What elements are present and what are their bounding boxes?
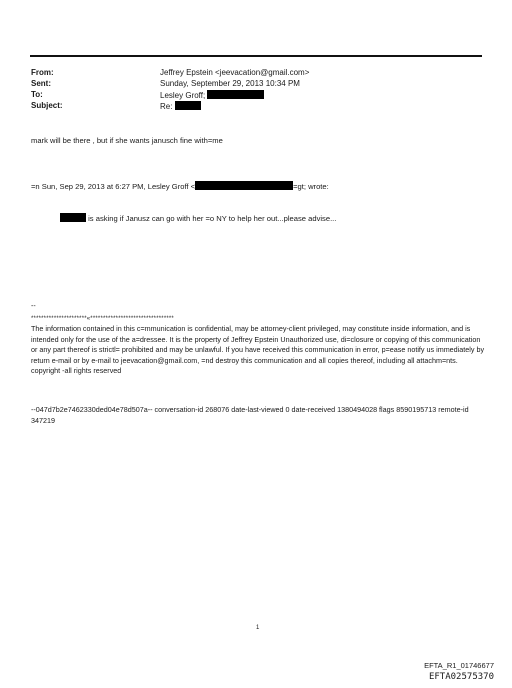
signature-separator: --: [31, 303, 36, 310]
quote-intro-prefix: =n Sun, Sep 29, 2013 at 6:27 PM, Lesley Groff <: [31, 182, 196, 191]
sent-label: Sent:: [31, 79, 51, 88]
reply-text: mark will be there , but if she wants janusch fine with=me: [31, 136, 223, 145]
from-label: From:: [31, 68, 54, 77]
to-label: To:: [31, 90, 43, 99]
quoted-message: is asking if Janusz can go with her =o NY to help her out...please advise...: [88, 214, 337, 223]
quote-intro: [31, 181, 329, 192]
to-value-wrap: [160, 90, 264, 101]
quote-intro-suffix: =gt; wrote:: [293, 182, 329, 191]
redaction-box: [175, 101, 201, 110]
subject-value-wrap: [160, 101, 201, 112]
to-value: Lesley Groff;: [160, 91, 206, 100]
sent-value: Sunday, September 29, 2013 10:34 PM: [160, 79, 300, 88]
redaction-box: [195, 181, 293, 190]
page-number: 1: [256, 625, 260, 631]
bates-number-secondary: EFTA02575370: [428, 672, 494, 682]
subject-label: Subject:: [31, 101, 63, 110]
bates-number-primary: EFTA_R1_01746677: [424, 661, 494, 670]
subject-value: Re:: [160, 102, 173, 111]
message-metadata: --047d7b2e7462330ded04e78d507a-- conversation-id 268076 date-last-viewed 0 date-received 1380494028 flags 8590195713 remote-id 347219: [31, 405, 469, 425]
redaction-box: [60, 213, 86, 222]
stars-divider: **********************«*********************************: [31, 316, 174, 322]
header-rule: [30, 55, 482, 57]
redaction-box: [207, 90, 264, 99]
confidentiality-disclaimer: The information contained in this c=mmunication is confidential, may be attorney-client privileged, may constitute inside information, and is intended only for the use of the a=dressee. It is the property of Jeffrey Epstein Unauthorized use, di=closure or copying of this communication or any part thereof is strictl= prohibited and may be unlawful. If you have received this communication in error, p=ease notify us immediately by return e-mail or by e-mail to jeevacation@gmail.com, =nd destroy this communication and all copies thereof, including all attachm=nts. copyright -all rights reserved: [31, 324, 485, 375]
from-value: Jeffrey Epstein <jeevacation@gmail.com>: [160, 68, 310, 77]
quoted-message-line: [60, 213, 336, 224]
